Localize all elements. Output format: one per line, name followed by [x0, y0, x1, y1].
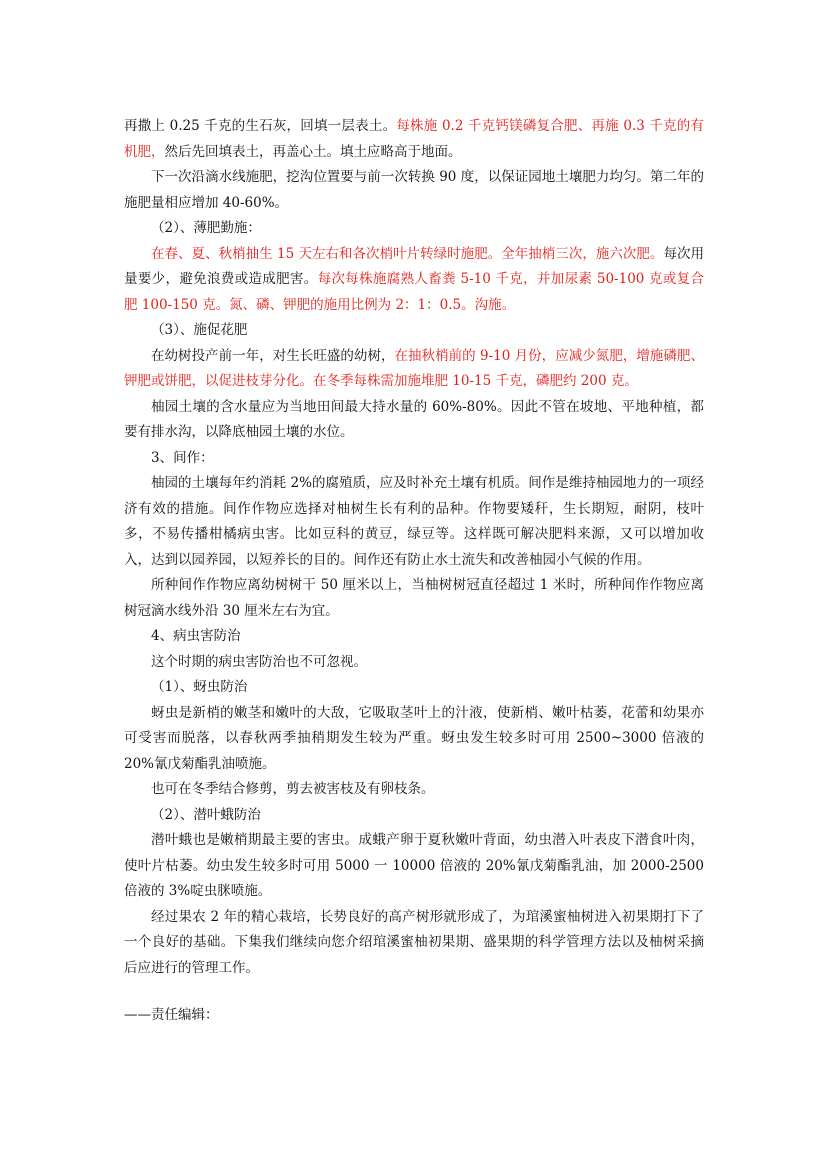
text-span: 每次用量要少，避免浪费或造成肥害。: [124, 245, 705, 287]
paragraph-next-fertilization: 下一次沿滴水线施肥，挖沟位置要与前一次转换 90 度，以保证园地土壤肥力均匀。第二年的施肥量相应增加 40-60%。: [124, 169, 704, 211]
paragraph-aphid-control: 蚜虫是新梢的嫩茎和嫩叶的大敌，它吸取茎叶上的汁液，使新梢、嫩叶枯萎，花蕾和幼果亦可受害而脱落，以春秋两季抽稍期发生较为严重。蚜虫发生较多时可用 2500~3000 倍液的 20%氰戊菊酯乳油喷施。: [124, 704, 704, 772]
heading-aphid-control: （1）、蚜虫防治: [151, 679, 248, 695]
paragraph-intercropping-distance: 所种间作作物应离幼树树干 50 厘米以上，当柚树树冠直径超过 1 米时，所种间作作物应离树冠滴水线外沿 30 厘米左右为宜。: [124, 577, 704, 619]
text-span: 然后先回填表土，再盖心土。填土应略高于地面。: [164, 143, 462, 160]
paragraph-pest-intro: 这个时期的病虫害防治也不可忽视。: [151, 653, 367, 670]
highlighted-text: 在抽秋梢前的 9-10 月份，应减少氮肥，增施磷肥、钾肥或饼肥，以促进枝芽分化。在冬季每株需加施堆肥 10-15 千克，磷肥约 200 克。: [124, 347, 704, 389]
document-body: [124, 114, 704, 1029]
paragraph-lime-application: [124, 114, 704, 165]
paragraph-soil-moisture: 柚园土壤的含水量应为当地田间最大持水量的 60%-80%。因此不管在坡地、平地种植，都要有排水沟，以降底柚园土壤的水位。: [124, 398, 704, 440]
heading-light-frequent-fertilizing: （2）、薄肥勤施：: [151, 220, 261, 236]
paragraph-winter-pruning: 也可在冬季结合修剪，剪去被害枝及有卵枝条。: [151, 781, 435, 797]
highlighted-text: 在春、夏、秋梢抽生 15 天左右和各次梢叶片转绿时施肥。全年抽梢三次，施六次肥。: [151, 245, 664, 262]
highlighted-text: 每株施 0.2 千克钙镁磷复合肥、再施 0.3 千克的有机肥，: [124, 118, 704, 160]
heading-pest-control: 4、病虫害防治: [151, 628, 241, 644]
heading-flower-promoting-fertilizer: （3）、施促花肥: [151, 322, 248, 338]
heading-leafminer-control: （2）、潜叶蛾防治: [151, 806, 261, 823]
paragraph-conclusion: 经过果农 2 年的精心栽培，长势良好的高产树形就形成了，为琯溪蜜柚树进入初果期打下了一个良好的基础。下集我们继续向您介绍琯溪蜜柚初果期、盛果期的科学管理方法以及柚树采摘后应进行的管理工作。: [124, 908, 704, 976]
responsible-editor: ——责任编辑：: [124, 1007, 219, 1023]
paragraph-leafminer-control: 潜叶蛾也是嫩梢期最主要的害虫。成蛾产卵于夏秋嫩叶背面，幼虫潜入叶表皮下潜食叶肉，使叶片枯萎。幼虫发生较多时可用 5000 一 10000 倍液的 20%氰戊菊酯乳油，加 2000-2500 倍液的 3%啶虫脒喷施。: [124, 832, 704, 899]
highlighted-text: 每次每株施腐熟人畜粪 5-10 千克，并加尿素 50-100 克或复合肥 100-150 克。氮、磷、钾肥的施用比例为 2：1：0.5。沟施。: [124, 271, 704, 313]
paragraph-flower-fertilizer: [124, 344, 704, 395]
heading-intercropping: 3、间作：: [151, 449, 214, 466]
text-span: 在幼树投产前一年，对生长旺盛的幼树，: [151, 347, 395, 364]
paragraph-fertilizing-schedule: [124, 242, 704, 319]
text-span: 再撒上 0.25 千克的生石灰，回填一层表土。: [124, 118, 397, 134]
paragraph-intercropping: 柚园的土壤每年约消耗 2%的腐殖质，应及时补充土壤有机质。间作是维持柚园地力的一项经济有效的措施。间作作物应选择对柚树生长有利的品种。作物要矮秆，生长期短，耐阴，枝叶多，不易传播柑橘病虫害。比如豆科的黄豆，绿豆等。这样既可解决肥料来源，又可以增加收入，达到以园养园，以短养长的目的。间作还有防止水土流失和改善柚园小气候的作用。: [124, 475, 704, 568]
